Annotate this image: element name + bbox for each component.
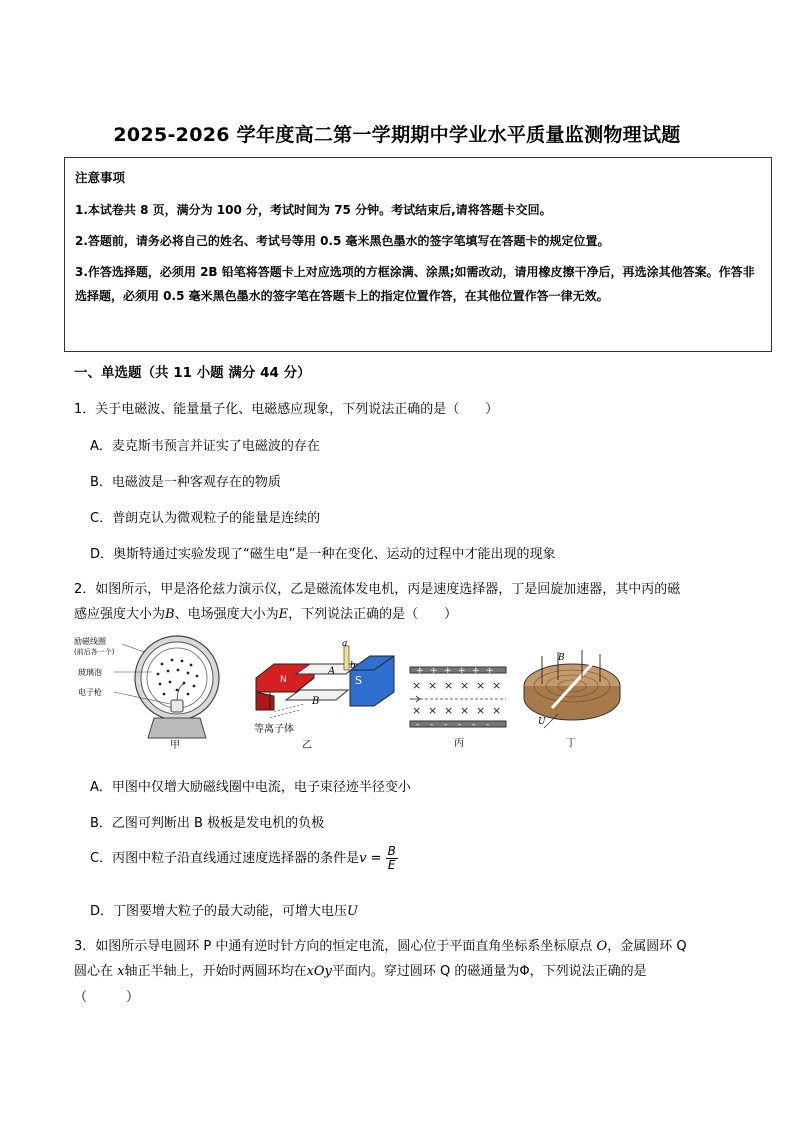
svg-text:×: × <box>428 679 438 692</box>
notice-item: 3.作答选择题，必须用 2B 铅笔将答题卡上对应选项的方框涂满、涂黑;如需改动，请用橡皮擦干净后，再选涂其他答案。作答非选择题，必须用 0.5 毫米黑色墨水的签字笔在答题卡上的指定位置作答，在其他位置作答一律无效。 <box>75 265 755 304</box>
label-a: a <box>342 639 348 649</box>
svg-text:×: × <box>444 704 454 717</box>
question-3-line2a: 圆心在 <box>74 964 118 980</box>
svg-text:+: + <box>458 666 466 676</box>
label-coil-note: (前后各一个) <box>74 648 115 656</box>
section-heading: 一、单选题（共 11 小题 满分 44 分） <box>74 365 311 381</box>
question-2-stem-line2a: 感应强度大小为 <box>74 607 166 623</box>
label-plate-b: B <box>312 696 320 707</box>
svg-text:+: + <box>472 666 480 676</box>
question-2-option-b: B．乙图可判断出 B 极板是发电机的负极 <box>90 816 325 831</box>
caption-bing: 丙 <box>454 738 464 749</box>
question-3-line3: （ ） <box>74 989 140 1005</box>
figure-jia <box>114 636 219 738</box>
svg-text:×: × <box>412 704 422 717</box>
question-3-line1b: ，金属圆环 Q <box>607 939 687 954</box>
question-2-stem-line1: 2．如图所示，甲是洛伦兹力演示仪，乙是磁流体发电机，丙是速度选择器，丁是回旋加速器，其中丙的磁 <box>74 582 681 597</box>
svg-text:-: - <box>486 720 490 730</box>
question-2-stem <box>74 577 764 628</box>
fraction-numerator: B <box>387 844 396 858</box>
svg-text:×: × <box>492 679 502 692</box>
svg-text:×: × <box>444 679 454 692</box>
svg-text:-: - <box>416 720 420 730</box>
label-s: S <box>355 674 362 687</box>
label-u: U <box>538 717 546 727</box>
svg-text:+: + <box>444 666 452 676</box>
svg-text:×: × <box>460 704 470 717</box>
svg-text:+: + <box>430 666 438 676</box>
notice-heading: 注意事项 <box>75 170 126 185</box>
question-3-line1a: 3．如图所示导电圆环 P 中通有逆时针方向的恒定电流，圆心位于平面直角坐标系坐标原点 <box>74 939 593 954</box>
question-2-stem-line2b: 、电场强度大小为 <box>174 607 279 623</box>
caption-yi: 乙 <box>302 740 312 751</box>
svg-text:+: + <box>486 666 494 676</box>
question-2-stem-line2c: ，下列说法正确的是（ ） <box>288 607 458 623</box>
var-o: O <box>596 939 608 954</box>
label-plasma: 等离子体 <box>254 724 294 735</box>
label-b: b <box>350 661 356 671</box>
caption-jia: 甲 <box>170 740 180 751</box>
caption-ding: 丁 <box>566 738 576 749</box>
var-e: E <box>278 607 289 623</box>
question-1-option-a: A．麦克斯韦预言并证实了电磁波的存在 <box>90 439 320 454</box>
page-title: 2025-2026 学年度高二第一学期期中学业水平质量监测物理试题 <box>113 124 681 146</box>
var-u: U <box>347 904 358 919</box>
question-2-option-a: A．甲图中仅增大励磁线圈中电流，电子束径迹半径变小 <box>90 780 411 795</box>
var-xoy: xOy <box>306 964 332 980</box>
notice-box <box>64 157 772 352</box>
label-gun: 电子枪 <box>78 688 102 697</box>
question-2-option-d-text: D．丁图要增大粒子的最大动能，可增大电压 <box>90 904 348 919</box>
var-x: x <box>117 964 125 980</box>
svg-text:×: × <box>460 679 470 692</box>
svg-text:-: - <box>458 720 462 730</box>
svg-text:×: × <box>492 704 502 717</box>
svg-text:×: × <box>476 704 486 717</box>
question-1-option-c: C．普朗克认为微观粒子的能量是连续的 <box>90 511 321 526</box>
label-bulb: 玻璃泡 <box>78 668 102 677</box>
notice-item: 1.本试卷共 8 页，满分为 100 分，考试时间为 75 分钟。考试结束后,请将答题卡交回。 <box>75 202 552 217</box>
question-2-option-c <box>90 845 398 872</box>
svg-text:-: - <box>472 720 476 730</box>
question-2-figures <box>74 634 634 752</box>
figure-bing <box>410 666 506 730</box>
var-b: B <box>165 607 175 623</box>
label-plate-a: A <box>328 666 336 677</box>
svg-text:×: × <box>476 679 486 692</box>
question-1-option-d: D．奥斯特通过实验发现了“磁生电”是一种在变化、运动的过程中才能出现的现象 <box>90 547 556 562</box>
equals-sign: = <box>366 851 386 867</box>
var-v: v <box>359 851 367 867</box>
svg-text:-: - <box>430 720 434 730</box>
question-2-option-c-text: C．丙图中粒子沿直线通过速度选择器的条件是 <box>90 851 360 867</box>
svg-text:×: × <box>428 704 438 717</box>
label-n: N <box>280 675 287 685</box>
label-b-field: B <box>558 653 565 663</box>
figure-yi <box>256 646 394 718</box>
question-2-option-d <box>90 900 358 919</box>
notice-item: 2.答题前，请务必将自己的姓名、考试号等用 0.5 毫米黑色墨水的签字笔填写在答题卡的规定位置。 <box>75 233 610 248</box>
svg-text:-: - <box>444 720 448 730</box>
fraction-denominator: E <box>387 858 396 873</box>
question-3-line2c: 平面内。穿过圆环 Q 的磁通量为Φ，下列说法正确的是 <box>331 964 647 980</box>
svg-text:+: + <box>416 666 424 676</box>
label-coil: 励磁线圈 <box>74 637 106 646</box>
svg-text:×: × <box>412 679 422 692</box>
question-1-option-b: B．电磁波是一种客观存在的物质 <box>90 475 281 490</box>
question-3-stem <box>74 934 764 1010</box>
question-3-line2b: 轴正半轴上，开始时两圆环均在 <box>124 964 307 980</box>
fraction-b-over-e <box>386 845 398 872</box>
question-1-stem: 1．关于电磁波、能量量子化、电磁感应现象，下列说法正确的是（ ） <box>74 402 499 417</box>
